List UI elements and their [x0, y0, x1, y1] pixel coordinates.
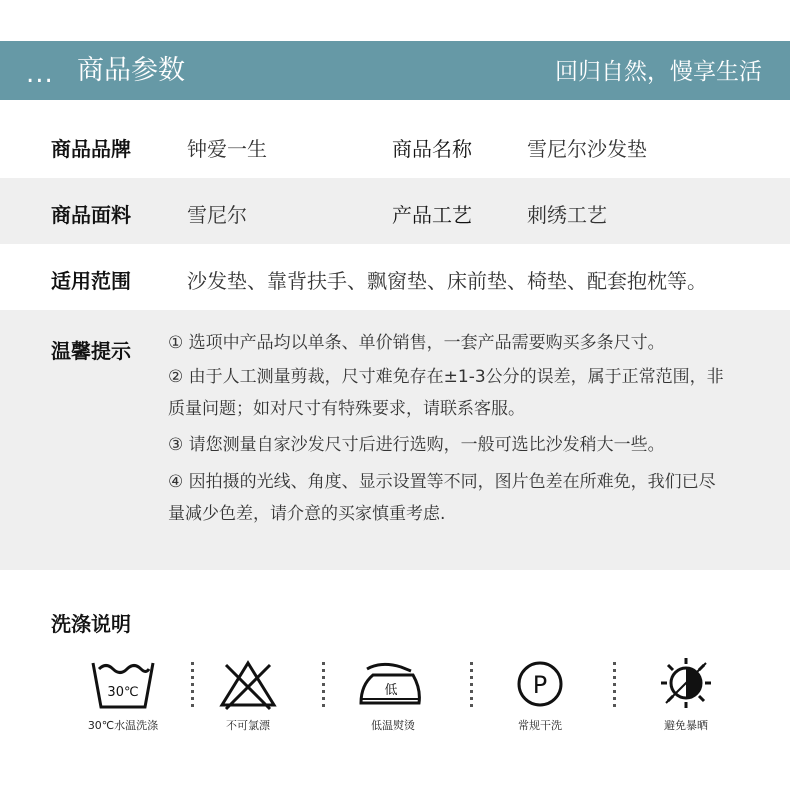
- divider: [470, 662, 473, 708]
- iron-symbol-text: 低: [384, 683, 398, 698]
- param-row-usage: [0, 244, 790, 310]
- care-item-iron: [338, 655, 448, 733]
- section-header: [0, 41, 790, 100]
- wash-temp-text: 30℃: [107, 685, 139, 700]
- no-bleach-icon: [212, 655, 284, 711]
- tip-item-3: ③ 请您测量自家沙发尺寸后进行选购，一般可选比沙发稍大一些。: [168, 435, 665, 455]
- avoid-sun-icon: [650, 655, 722, 711]
- brand-value: 钟爱一生: [187, 137, 267, 161]
- divider: [613, 662, 616, 708]
- care-caption-wash: 30℃水温洗涤: [87, 719, 159, 732]
- header-slogan: 回归自然，慢享生活: [555, 59, 762, 85]
- care-caption-iron: 低温熨烫: [371, 719, 415, 732]
- fabric-value: 雪尼尔: [187, 203, 247, 227]
- param-row-brand: [0, 112, 790, 178]
- section-title: 商品参数: [77, 55, 185, 86]
- craft-value: 刺绣工艺: [527, 203, 607, 227]
- care-item-sun: [631, 655, 741, 733]
- name-label: 商品名称: [392, 137, 472, 161]
- usage-value: 沙发垫、靠背扶手、飘窗垫、床前垫、椅垫、配套抱枕等。: [187, 269, 707, 293]
- care-item-dryclean: [485, 655, 595, 733]
- craft-label: 产品工艺: [392, 203, 472, 227]
- divider: [322, 662, 325, 708]
- usage-label: 适用范围: [51, 269, 131, 293]
- care-item-wash: [68, 655, 178, 733]
- wash-title: 洗涤说明: [51, 612, 131, 636]
- fabric-label: 商品面料: [51, 203, 131, 227]
- wash-tub-30c-icon: [87, 655, 159, 711]
- care-item-bleach: [193, 655, 303, 733]
- param-row-fabric: [0, 178, 790, 244]
- name-value: 雪尼尔沙发垫: [527, 137, 647, 161]
- brand-label: 商品品牌: [51, 137, 131, 161]
- tip-item-4: ④ 因拍摄的光线、角度、显示设置等不同，图片色差在所难免，我们已尽量减少色差，请介意的买家慎重考虑.: [168, 472, 716, 524]
- tips-label: 温馨提示: [51, 339, 131, 363]
- care-caption-dryclean: 常规干洗: [518, 719, 562, 732]
- care-caption-bleach: 不可氯漂: [226, 719, 270, 732]
- iron-low-icon: [353, 655, 433, 711]
- dry-clean-icon: [504, 655, 576, 711]
- care-caption-sun: 避免暴晒: [664, 719, 708, 732]
- header-dots: ...: [26, 59, 54, 89]
- dry-clean-symbol: P: [532, 671, 548, 699]
- tip-item-2: ② 由于人工测量剪裁，尺寸难免存在±1-3公分的误差，属于正常范围，非质量问题；如对尺寸有特殊要求，请联系客服。: [168, 367, 724, 419]
- tip-item-1: ① 选项中产品均以单条、单价销售，一套产品需要购买多条尺寸。: [168, 333, 665, 353]
